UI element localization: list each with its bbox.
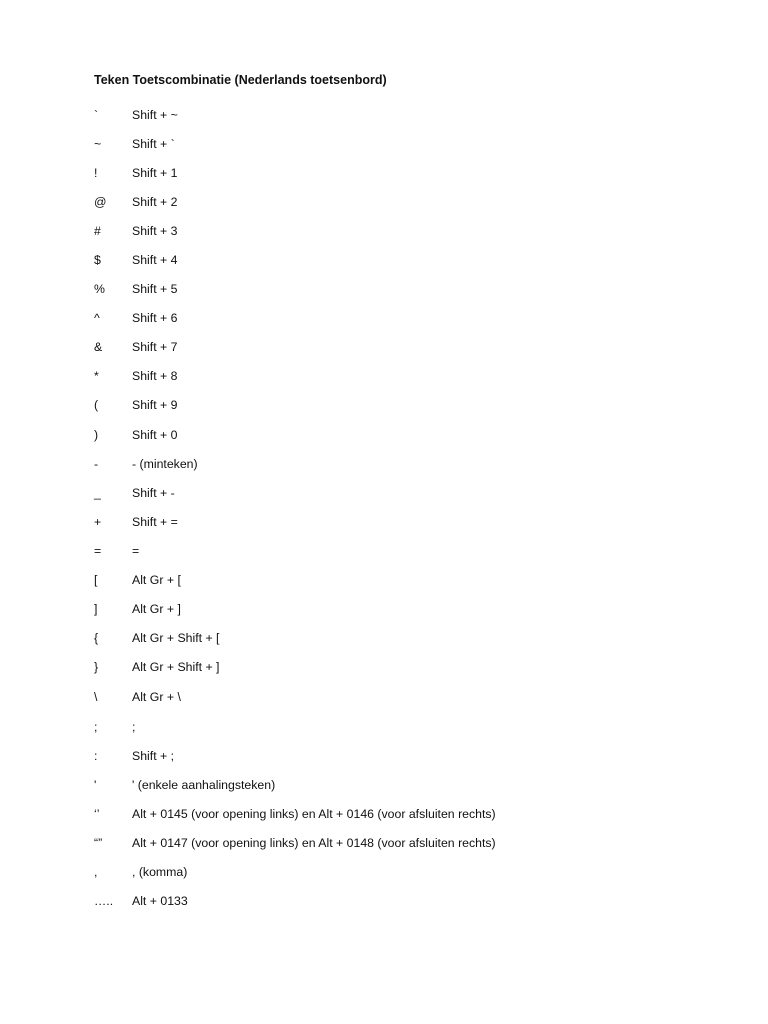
shortcut-row [94, 566, 734, 595]
shortcut-row [94, 595, 734, 624]
key-combination-cell: Alt + 0147 (voor opening links) en Alt + 0148 (voor afsluiten rechts) [132, 836, 496, 851]
document-title: Teken Toetscombinatie (Nederlands toetsenbord) [94, 73, 387, 87]
key-combination-cell: Alt Gr + \ [132, 690, 181, 705]
key-combination-cell: Alt + 0145 (voor opening links) en Alt + 0146 (voor afsluiten rechts) [132, 807, 496, 822]
character-cell: ( [94, 398, 99, 413]
character-cell: { [94, 631, 99, 646]
shortcut-row [94, 800, 734, 829]
character-cell: - [94, 456, 99, 471]
character-cell: _ [94, 485, 101, 500]
shortcut-row [94, 741, 734, 770]
key-combination-cell: Alt Gr + ] [132, 602, 181, 617]
key-combination-cell: Shift + 6 [132, 311, 178, 326]
shortcut-row [94, 391, 734, 420]
character-cell: : [94, 749, 98, 764]
key-combination-cell: Alt Gr + Shift + ] [132, 660, 220, 675]
character-cell: ; [94, 719, 98, 734]
character-cell: ….. [94, 894, 114, 909]
key-combination-cell: Shift + = [132, 514, 178, 529]
character-cell: ‘’ [94, 807, 100, 822]
shortcut-row [94, 158, 734, 187]
character-cell: ] [94, 602, 98, 617]
character-cell: ! [94, 165, 98, 180]
key-combination-cell: Shift + 7 [132, 340, 178, 355]
shortcut-row [94, 449, 734, 478]
character-cell: , [94, 865, 98, 880]
character-cell: “” [94, 836, 103, 851]
character-cell: ) [94, 427, 99, 442]
character-cell: + [94, 514, 102, 529]
shortcut-row [94, 682, 734, 713]
character-cell: = [94, 543, 102, 558]
key-combination-cell: ; [132, 719, 136, 734]
character-cell: [ [94, 573, 98, 588]
key-combination-cell: Shift + 8 [132, 369, 178, 384]
shortcut-row [94, 362, 734, 391]
key-combination-cell: Shift + ; [132, 749, 175, 764]
key-combination-cell: Shift + - [132, 485, 175, 500]
key-combination-cell: Alt Gr + [ [132, 573, 181, 588]
key-combination-cell: Alt Gr + Shift + [ [132, 631, 220, 646]
key-combination-cell: Shift + 4 [132, 253, 178, 268]
shortcut-row [94, 304, 734, 333]
character-cell: ` [94, 107, 99, 122]
character-cell: % [94, 282, 105, 297]
key-combination-cell: ' (enkele aanhalingsteken) [132, 778, 276, 793]
character-cell: ~ [94, 136, 102, 151]
character-cell: # [94, 223, 101, 238]
key-combination-cell: , (komma) [132, 865, 188, 880]
shortcut-row [94, 216, 734, 245]
key-combination-cell: Shift + 3 [132, 223, 178, 238]
shortcut-row [94, 712, 734, 741]
key-combination-cell: Shift + ~ [132, 107, 178, 122]
key-combination-cell: Shift + 0 [132, 427, 178, 442]
shortcut-row [94, 420, 734, 449]
shortcut-row [94, 858, 734, 887]
character-cell: ^ [94, 311, 100, 326]
shortcut-row [94, 829, 734, 858]
shortcut-row [94, 536, 734, 565]
key-combination-cell: = [132, 543, 140, 558]
shortcut-row [94, 771, 734, 800]
shortcut-row [94, 187, 734, 216]
key-combination-cell: Shift + 1 [132, 165, 178, 180]
key-combination-cell: Alt + 0133 [132, 894, 188, 909]
character-cell: * [94, 369, 99, 384]
character-cell: $ [94, 253, 101, 268]
shortcut-row [94, 653, 734, 682]
shortcut-row [94, 275, 734, 304]
key-combination-cell: Shift + ` [132, 136, 175, 151]
key-combination-cell: Shift + 9 [132, 398, 178, 413]
character-cell: & [94, 340, 103, 355]
character-cell: } [94, 660, 99, 675]
shortcut-list [94, 100, 734, 916]
shortcut-row [94, 507, 734, 536]
shortcut-row [94, 478, 734, 507]
key-combination-cell: Shift + 2 [132, 194, 178, 209]
character-cell: \ [94, 690, 98, 705]
shortcut-row [94, 333, 734, 362]
shortcut-row [94, 100, 734, 129]
shortcut-row [94, 129, 734, 158]
key-combination-cell: - (minteken) [132, 456, 198, 471]
character-cell: @ [94, 194, 107, 209]
shortcut-row [94, 887, 734, 916]
shortcut-row [94, 624, 734, 653]
character-cell: ' [94, 778, 97, 793]
shortcut-row [94, 245, 734, 274]
key-combination-cell: Shift + 5 [132, 282, 178, 297]
